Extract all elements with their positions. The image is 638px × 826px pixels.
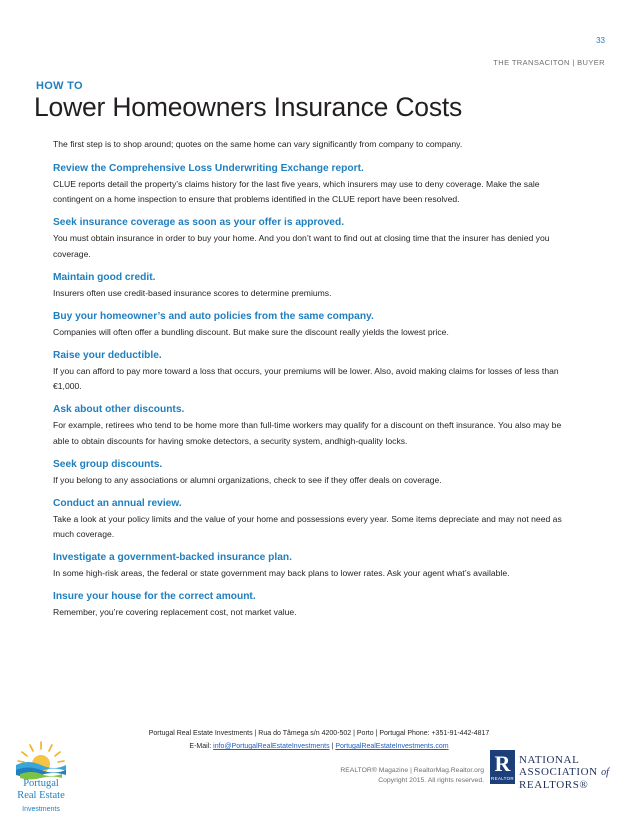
tip-body: CLUE reports detail the property’s claims history for the last five years, which insurers may use to deny coverage. Make the sale contingent on a home inspection to ensure that problems identified in the CLUE report have been resolved. xyxy=(53,178,540,204)
tip-body: In some high-risk areas, the federal or state government may back plans to lower rates. Ask your agent what’s available. xyxy=(53,568,510,578)
tip-heading: Investigate a government-backed insurance plan. xyxy=(53,552,292,563)
page-number: 33 xyxy=(596,36,605,45)
nar-line-3: REALTORS® xyxy=(519,779,589,791)
realtor-r-mark: R xyxy=(494,751,511,776)
realtor-r-logo xyxy=(490,750,515,784)
tip-body: Insurers often use credit-based insurance scores to determine premiums. xyxy=(53,287,332,298)
tip-seek-coverage xyxy=(53,215,573,262)
realtor-r-caption: REALTOR xyxy=(491,776,514,781)
logo-line-3: Investments xyxy=(22,806,60,813)
tip-raise-deductible xyxy=(53,348,573,395)
nar-of: of xyxy=(601,767,609,778)
tip-body: You must obtain insurance in order to buy your home. And you don’t want to find out at closing time that the insurer has denied you coverage. xyxy=(53,233,550,259)
tip-correct-amount xyxy=(53,589,573,621)
tip-other-discounts xyxy=(53,402,573,449)
email-link[interactable]: info@PortugalRealEstateInvestments xyxy=(213,743,330,750)
copyright-line: Copyright 2015. All rights reserved. xyxy=(378,777,484,784)
tip-body: If you can afford to pay more toward a loss that occurs, your premiums will be lower. Also, avoid making claims for losses of less than €1,000. xyxy=(53,365,559,391)
page-title: Lower Homeowners Insurance Costs xyxy=(34,92,463,122)
logo-line-2: Real Estate xyxy=(17,790,65,801)
portugal-real-estate-logo xyxy=(6,738,76,824)
tip-heading: Seek insurance coverage as soon as your offer is approved. xyxy=(53,217,345,228)
tip-heading: Seek group discounts. xyxy=(53,458,163,470)
realtor-copyright xyxy=(340,766,484,786)
tip-heading: Ask about other discounts. xyxy=(53,404,185,415)
realtor-magazine-line: REALTOR® Magazine | RealtorMag.Realtor.org xyxy=(340,767,484,774)
tip-good-credit xyxy=(53,270,573,302)
tip-clue-report xyxy=(53,161,573,208)
nar-association: ASSOCIATION xyxy=(519,766,602,778)
tip-bundle-policies xyxy=(53,309,573,341)
running-header: THE TRANSACITON | BUYER xyxy=(493,58,605,67)
tip-government-plan xyxy=(53,550,573,582)
tip-heading: Conduct an annual review. xyxy=(53,497,182,509)
footer-contact xyxy=(0,727,638,753)
email-prefix: E-Mail: xyxy=(189,743,214,750)
footer-email-line xyxy=(0,740,638,753)
eyebrow-label: HOW TO xyxy=(36,80,83,92)
tip-body: Remember, you’re covering replacement cost, not market value. xyxy=(53,607,297,617)
tip-heading: Maintain good credit. xyxy=(53,271,156,283)
nar-line-2 xyxy=(519,766,609,779)
nar-line-1: NATIONAL xyxy=(519,754,580,766)
tip-heading: Review the Comprehensive Loss Underwriting Exchange report. xyxy=(53,162,364,174)
tip-group-discounts xyxy=(53,457,573,489)
intro-paragraph: The first step is to shop around; quotes on the same home can vary significantly from company to company. xyxy=(53,139,463,149)
tip-heading: Raise your deductible. xyxy=(53,349,162,361)
website-link[interactable]: PortugalRealEstateInvestments.com xyxy=(335,743,449,750)
logo-line-1: Portugal xyxy=(23,778,59,789)
tip-body: Companies will often offer a bundling discount. But make sure the discount really yields the lowest price. xyxy=(53,326,449,337)
tip-body: If you belong to any associations or alumni organizations, check to see if they offer deals on coverage. xyxy=(53,474,442,485)
nar-wordmark xyxy=(519,754,609,791)
tip-body: For example, retirees who tend to be home more than full-time workers may qualify for a discount on theft insurance. You also may be able to obtain discounts for having smoke detectors, a security system, andhigh-quality locks. xyxy=(53,420,562,446)
tip-annual-review xyxy=(53,496,573,543)
article-body xyxy=(53,137,573,628)
tip-body: Take a look at your policy limits and the value of your home and possessions every year. Some items depreciate and may not need as much coverage. xyxy=(53,513,562,539)
sun-waves-icon xyxy=(6,738,76,780)
footer-separator: | xyxy=(329,743,336,750)
tip-heading: Insure your house for the correct amount. xyxy=(53,591,256,602)
footer-address-line: Portugal Real Estate Investments | Rua do Tâmega s/n 4200-502 | Porto | Portugal Phone: +351-91-442-4817 xyxy=(148,730,490,737)
tip-heading: Buy your homeowner’s and auto policies from the same company. xyxy=(53,310,374,322)
